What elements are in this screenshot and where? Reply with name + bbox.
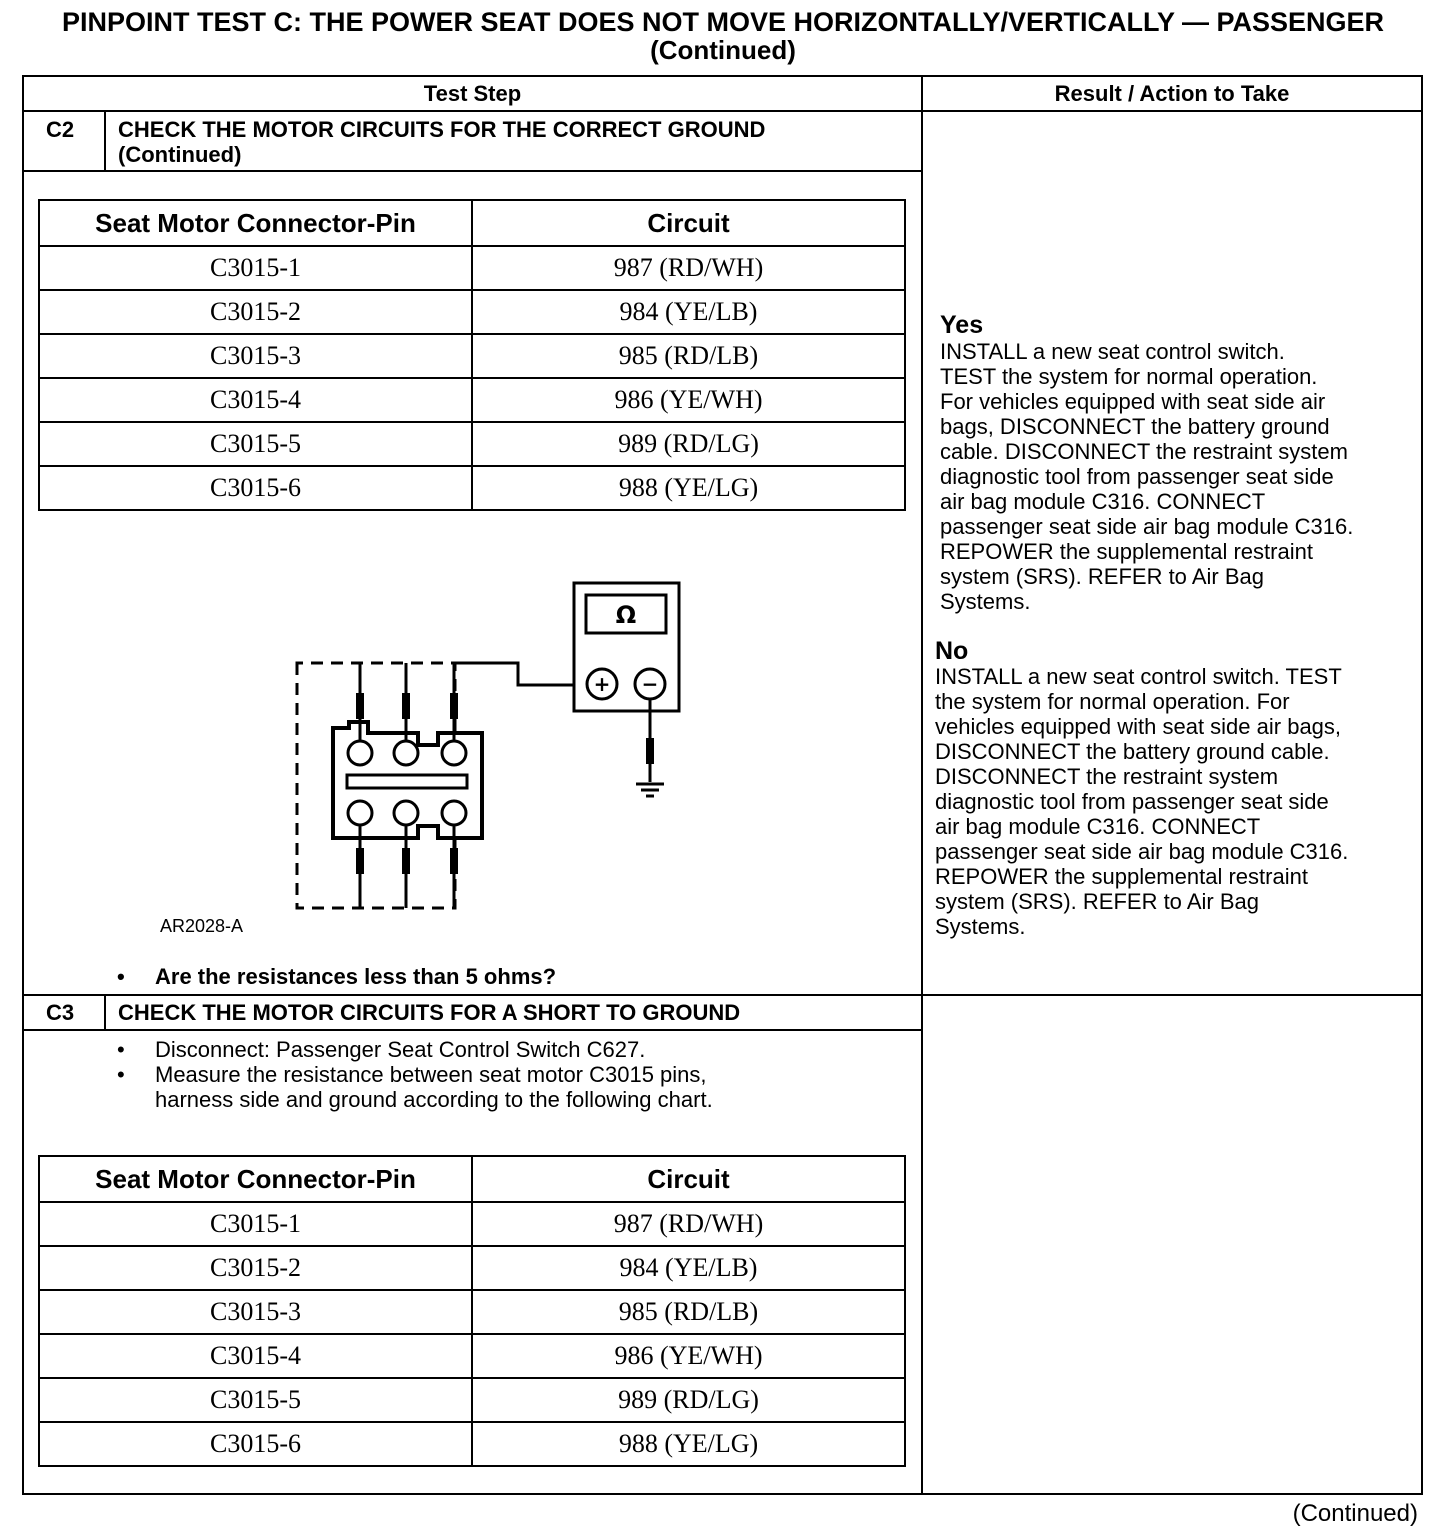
header-test-step: Test Step — [423, 81, 522, 106]
text-line: air bag module C316. CONNECT — [935, 814, 1261, 839]
col-header-circuit: Circuit — [472, 200, 905, 246]
text-line: REPOWER the supplemental restraint — [935, 864, 1308, 889]
circuit-cell: 987 (RD/WH) — [472, 1202, 905, 1246]
page-subtitle: (Continued) — [650, 35, 796, 65]
step-c2-title-line1: CHECK THE MOTOR CIRCUITS FOR THE CORRECT GROUND — [118, 117, 766, 142]
text-line: diagnostic tool from passenger seat side — [940, 464, 1334, 489]
result-no-text — [935, 664, 1348, 939]
connector-key — [347, 775, 467, 788]
table-row — [39, 1334, 905, 1378]
table-row — [39, 1422, 905, 1466]
circuit-cell: 988 (YE/LG) — [472, 1422, 905, 1466]
connector-pin-cell: C3015-6 — [39, 466, 472, 510]
header-result: Result / Action to Take — [1054, 81, 1290, 106]
connector-pin-cell: C3015-4 — [39, 1334, 472, 1378]
text-line: INSTALL a new seat control switch. TEST — [935, 664, 1342, 689]
connector-pin-cell: C3015-1 — [39, 1202, 472, 1246]
connector-pin-cell: C3015-5 — [39, 422, 472, 466]
page-title: PINPOINT TEST C: THE POWER SEAT DOES NOT MOVE HORIZONTALLY/VERTICALLY — PASSENGER — [61, 7, 1385, 37]
connector-pin-cell: C3015-2 — [39, 290, 472, 334]
circuit-cell: 987 (RD/WH) — [472, 246, 905, 290]
bullet-icon: • — [117, 964, 125, 989]
text-line: system (SRS). REFER to Air Bag — [940, 564, 1264, 589]
connector-pin-cell: C3015-6 — [39, 1422, 472, 1466]
circuit-cell: 988 (YE/LG) — [472, 466, 905, 510]
page-footer-continued: (Continued) — [1292, 1500, 1418, 1527]
bullet-text: Measure the resistance between seat motor C3015 pins, — [155, 1062, 707, 1087]
text-line: Systems. — [935, 914, 1026, 939]
circuit-cell: 989 (RD/LG) — [472, 1378, 905, 1422]
top-probe-tips — [356, 693, 458, 719]
ohmmeter-connector-diagram — [150, 570, 710, 940]
table-row — [39, 334, 905, 378]
connector-pin-cell: C3015-2 — [39, 1246, 472, 1290]
bullet-text: Disconnect: Passenger Seat Control Switch C627. — [155, 1037, 646, 1062]
table-row — [39, 1290, 905, 1334]
pin-icon — [442, 741, 466, 765]
c3-title-divider — [22, 1029, 922, 1031]
circuit-cell: 985 (RD/LB) — [472, 1290, 905, 1334]
text-line: passenger seat side air bag module C316. — [940, 514, 1354, 539]
circuit-cell: 986 (YE/WH) — [472, 1334, 905, 1378]
text-line: bags, DISCONNECT the battery ground — [940, 414, 1330, 439]
column-divider — [921, 75, 923, 1495]
col-header-connector-pin: Seat Motor Connector-Pin — [39, 1156, 472, 1202]
circuit-cell: 989 (RD/LG) — [472, 422, 905, 466]
circuit-cell: 984 (YE/LB) — [472, 290, 905, 334]
plus-symbol: + — [593, 672, 611, 696]
pin-icon — [442, 801, 466, 825]
circuit-cell: 985 (RD/LB) — [472, 334, 905, 378]
text-line: INSTALL a new seat control switch. — [940, 339, 1285, 364]
table-row — [39, 1378, 905, 1422]
pin-icon — [394, 741, 418, 765]
table-row — [39, 290, 905, 334]
connector-pin-cell: C3015-5 — [39, 1378, 472, 1422]
connector-pin-cell: C3015-1 — [39, 246, 472, 290]
text-line: passenger seat side air bag module C316. — [935, 839, 1349, 864]
c2-c3-divider — [22, 994, 1423, 996]
step-c2-title — [118, 117, 765, 167]
step-c3-id: C3 — [46, 1000, 75, 1025]
text-line: vehicles equipped with seat side air bags, — [935, 714, 1342, 739]
text-line: DISCONNECT the restraint system — [935, 764, 1279, 789]
text-line: cable. DISCONNECT the restraint system — [940, 439, 1348, 464]
step-c2-title-line2: (Continued) — [118, 142, 242, 167]
text-line: air bag module C316. CONNECT — [940, 489, 1266, 514]
connector-pin-cell: C3015-3 — [39, 334, 472, 378]
circuit-cell: 986 (YE/WH) — [472, 378, 905, 422]
connector-pin-cell: C3015-3 — [39, 1290, 472, 1334]
table-header-row — [39, 1156, 905, 1202]
ohm-icon: Ω — [615, 601, 637, 629]
c3-id-divider — [104, 994, 106, 1029]
result-yes-text — [940, 339, 1353, 614]
circuit-cell: 984 (YE/LB) — [472, 1246, 905, 1290]
table-row — [39, 466, 905, 510]
c2-id-divider — [104, 110, 106, 170]
c2-pin-table — [38, 199, 906, 511]
text-line: TEST the system for normal operation. — [940, 364, 1318, 389]
connector-pin-cell: C3015-4 — [39, 378, 472, 422]
result-yes-label: Yes — [940, 311, 984, 339]
positive-lead — [455, 663, 588, 685]
bottom-probe-tips — [356, 848, 458, 874]
table-row — [39, 378, 905, 422]
pin-icon — [348, 741, 372, 765]
pin-icon — [394, 801, 418, 825]
table-row — [39, 246, 905, 290]
result-no-label: No — [935, 637, 969, 665]
question-text: Are the resistances less than 5 ohms? — [155, 964, 557, 989]
text-line: DISCONNECT the battery ground cable. — [935, 739, 1330, 764]
c3-pin-table — [38, 1155, 906, 1467]
text-line: system (SRS). REFER to Air Bag — [935, 889, 1259, 914]
step-c3-title: CHECK THE MOTOR CIRCUITS FOR A SHORT TO GROUND — [118, 1000, 741, 1025]
table-header-row — [39, 200, 905, 246]
text-line: diagnostic tool from passenger seat side — [935, 789, 1329, 814]
step-c2-id: C2 — [46, 117, 75, 142]
col-header-connector-pin: Seat Motor Connector-Pin — [39, 200, 472, 246]
bullet-icon: • — [117, 1037, 125, 1062]
figure-label: AR2028-A — [160, 916, 244, 936]
negative-probe — [646, 738, 654, 764]
col-header-circuit: Circuit — [472, 1156, 905, 1202]
table-row — [39, 1202, 905, 1246]
text-line: For vehicles equipped with seat side air — [940, 389, 1326, 414]
text-line: the system for normal operation. For — [935, 689, 1290, 714]
text-line: Systems. — [940, 589, 1031, 614]
header-divider — [22, 110, 1423, 112]
c2-title-divider — [22, 170, 922, 172]
table-row — [39, 1246, 905, 1290]
bullet-text: harness side and ground according to the following chart. — [155, 1087, 713, 1112]
bullet-icon: • — [117, 1062, 125, 1087]
pin-icon — [348, 801, 372, 825]
text-line: REPOWER the supplemental restraint — [940, 539, 1313, 564]
minus-symbol: − — [641, 672, 659, 696]
table-row — [39, 422, 905, 466]
